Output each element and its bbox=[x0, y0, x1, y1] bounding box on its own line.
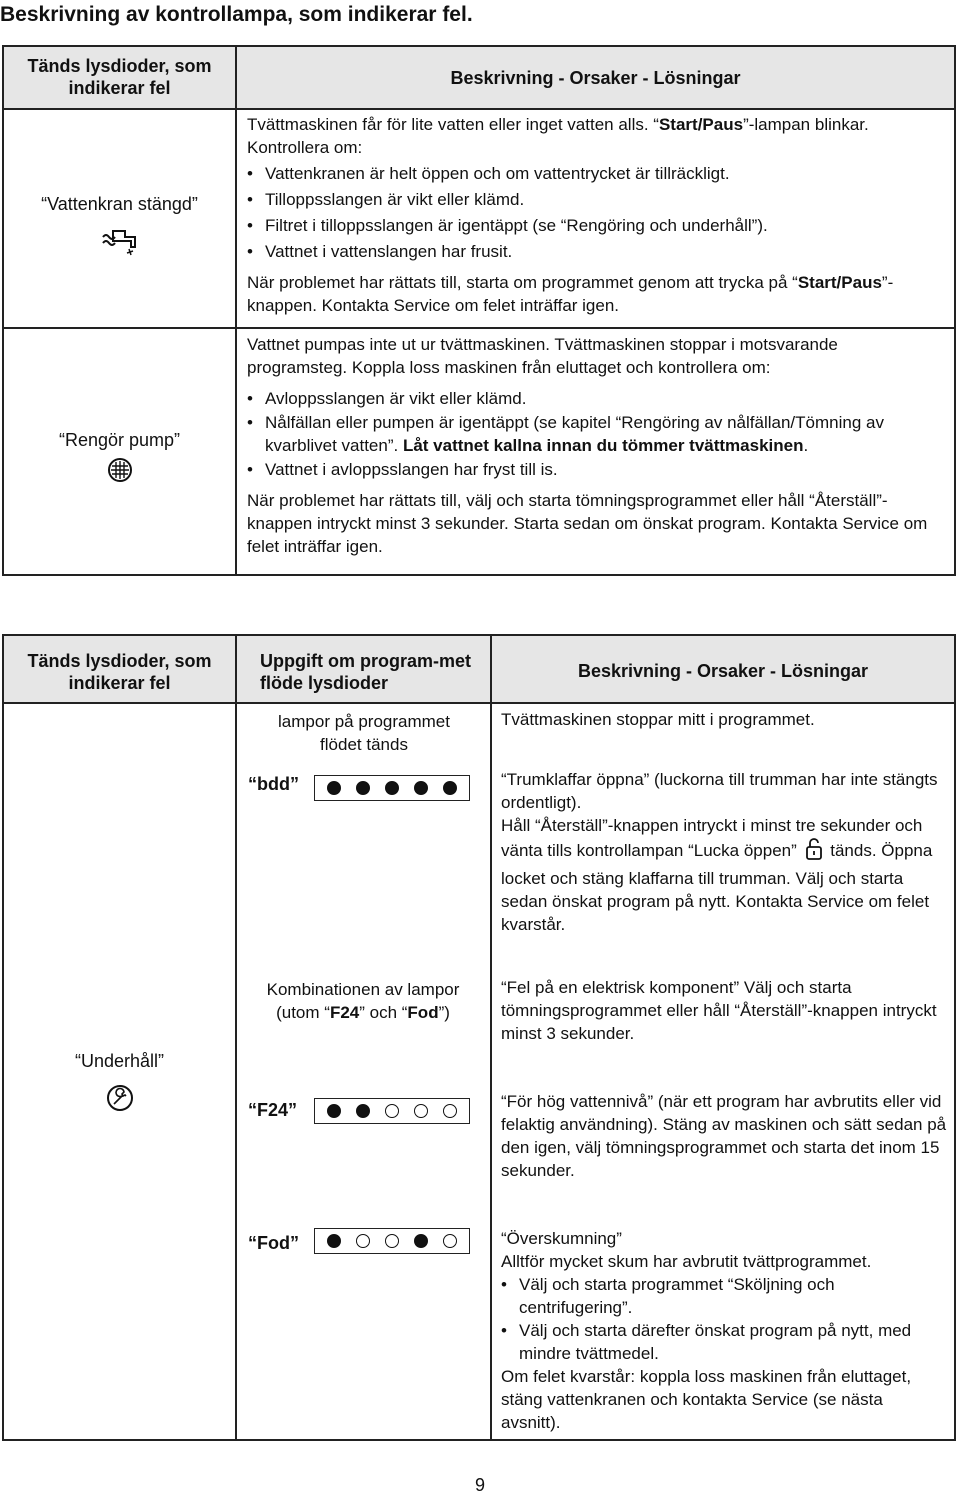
list-item: • Avloppsslangen är vikt eller klämd. bbox=[247, 387, 937, 410]
led-3 bbox=[385, 1234, 399, 1248]
led-1 bbox=[327, 1234, 341, 1248]
list-item: • Vattnet i avloppsslangen har fryst till is. bbox=[247, 458, 937, 481]
led-2 bbox=[356, 1104, 370, 1118]
faucet-icon bbox=[99, 223, 143, 265]
led-2 bbox=[356, 781, 370, 795]
code-f24: “F24” bbox=[248, 1100, 298, 1120]
led-indicator-f24 bbox=[314, 1098, 470, 1124]
page-number: 9 bbox=[474, 1475, 485, 1495]
combination-note: Kombinationen av lampor (utom “F24” och “Fod”) bbox=[266, 980, 460, 1022]
lid-open-icon bbox=[804, 837, 824, 867]
code-fod: “Fod” bbox=[248, 1233, 299, 1253]
label-underhall: “Underhåll” bbox=[74, 1051, 165, 1071]
led-5 bbox=[443, 1234, 457, 1248]
code-bdd: “bdd” bbox=[248, 774, 299, 794]
row2-description: Vattnet pumpas inte ut ur tvättmaskinen. Tvättmaskinen stoppar i motsvarande programsteg. Koppla loss maskinen från eluttaget och kontrollera om: • Avloppsslangen är vikt eller klämd. • Nålfällan eller pumpen är igentäppt (se kapitel “Rengöring av nålfällan/Tömning av kvarblivet vatten”. Låt vattnet kallna innan du tömmer tvättmaskinen. • Vattnet i avloppsslangen har fryst till is. När problemet har rättats till, välj och starta tömningsprogrammet eller håll “Återställ”-knappen intryckt minst 3 sekunder. Starta sedan om önskat program. Kontakta Service om felet inträffar igen. bbox=[247, 333, 937, 558]
label-rengor-pump: “Rengör pump” bbox=[58, 430, 181, 450]
stop-text: Tvättmaskinen stoppar mitt i programmet. bbox=[501, 710, 815, 729]
list-item: • Välj och starta programmet “Sköljning och centrifugering”. bbox=[501, 1273, 946, 1319]
list-item: • Filtret i tilloppsslangen är igentäppt (se “Rengöring och underhåll”). bbox=[247, 214, 937, 237]
list-item: • Tilloppsslangen är vikt eller klämd. bbox=[247, 188, 937, 211]
list-item: • Vattnet i vattenslangen har frusit. bbox=[247, 240, 937, 263]
led-1 bbox=[327, 1104, 341, 1118]
error-table-2 bbox=[2, 634, 956, 1441]
led-1 bbox=[327, 781, 341, 795]
label-vattenkran-stangd: “Vattenkran stängd” bbox=[41, 194, 198, 214]
header-led-column: Tänds lysdioder, som indikerar fel bbox=[27, 651, 212, 693]
led-3 bbox=[385, 1104, 399, 1118]
list-item: • Välj och starta därefter önskat program på nytt, med mindre tvättmedel. bbox=[501, 1319, 946, 1365]
header-led-column: Tänds lysdioder, som indikerar fel bbox=[27, 56, 212, 98]
led-4 bbox=[414, 1104, 428, 1118]
led-5 bbox=[443, 1104, 457, 1118]
header-description-column: Beskrivning - Orsaker - Lösningar bbox=[577, 661, 869, 681]
row1-description: Tvättmaskinen får för lite vatten eller inget vatten alls. “Start/Paus”-lampan blinkar. Kontrollera om: • Vattenkranen är helt öppen och om vattentrycket är tillräckligt. • Tilloppsslangen är vikt eller klämd. • Filtret i tilloppsslangen är igentäppt (se “Rengöring och underhåll”). • Vattnet i vattenslangen har frusit. När problemet har rättats till, starta om programmet genom att trycka på “Start/Paus”- knappen. Kontakta Service om felet inträffar igen. bbox=[247, 113, 937, 317]
led-indicator-bdd bbox=[314, 775, 470, 801]
led-4 bbox=[414, 1234, 428, 1248]
header-program-flow-column: Uppgift om program-met flöde lysdioder bbox=[260, 651, 471, 693]
fod-description: “Överskumning” Alltför mycket skum har avbrutit tvättprogrammet. • Välj och starta programmet “Sköljning och centrifugering”. • Välj och starta därefter önskat program på nytt, med mindre tvättmedel. Om felet kvarstår: koppla loss maskinen från eluttaget, stäng vattenkranen och kontakta Service (se nästa avsnitt). bbox=[501, 1227, 946, 1434]
combination-description: “Fel på en elektrisk komponent” Välj och starta tömningsprogrammet eller håll “Återställ”-knappen intryckt minst 3 sekunder. bbox=[501, 978, 937, 1043]
led-3 bbox=[385, 781, 399, 795]
lamps-note: lampor på programmet flödet tänds bbox=[278, 712, 450, 754]
pump-filter-icon bbox=[107, 457, 133, 489]
error-table-1 bbox=[2, 45, 956, 576]
f24-description: “För hög vattennivå” (när ett program har avbrutits eller vid felaktig användning). Stäng av maskinen och sätt sedan på den igen, välj tömningsprogrammet och starta det inom 15 sekunder. bbox=[501, 1092, 947, 1180]
led-4 bbox=[414, 781, 428, 795]
bdd-description: “Trumklaffar öppna” (luckorna till trumman har inte stängts ordentligt). Håll “Återställ”-knappen intryckt i minst tre sekunder och vänta tills kontrollampan “Lucka öppen” tänds. Öppna locket och stäng klaffarna till trumman. Välj och starta sedan önskat program på nytt. Kontakta Service om felet kvarstår. bbox=[501, 770, 938, 934]
list-item: • Vattenkranen är helt öppen och om vattentrycket är tillräckligt. bbox=[247, 162, 937, 185]
maintenance-icon bbox=[106, 1084, 134, 1118]
page-title: Beskrivning av kontrollampa, som indikerar fel. bbox=[0, 3, 473, 26]
header-description-column: Beskrivning - Orsaker - Lösningar bbox=[450, 68, 741, 88]
led-indicator-fod bbox=[314, 1228, 470, 1254]
list-item: • Nålfällan eller pumpen är igentäppt (se kapitel “Rengöring av nålfällan/Tömning av kvarblivet vatten”. Låt vattnet kallna innan du tömmer tvättmaskinen. bbox=[247, 411, 937, 457]
led-5 bbox=[443, 781, 457, 795]
led-2 bbox=[356, 1234, 370, 1248]
